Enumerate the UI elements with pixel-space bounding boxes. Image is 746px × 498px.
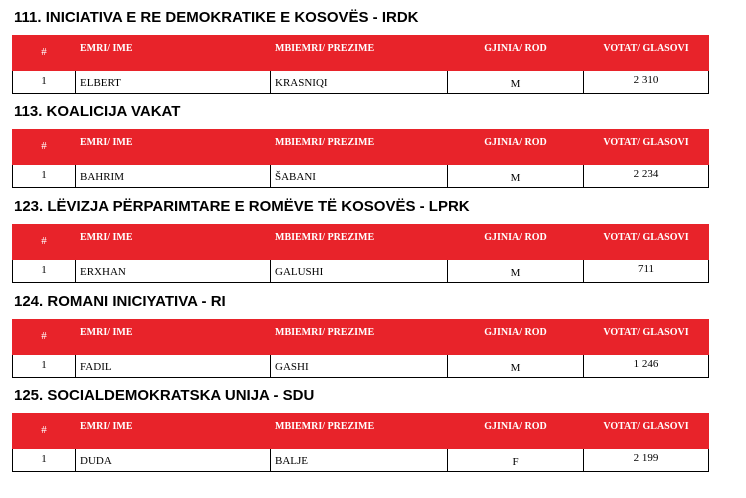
cell-gender: M — [448, 71, 584, 94]
column-header-votes: VOTAT/ GLASOVI — [584, 225, 709, 260]
column-header-votes: VOTAT/ GLASOVI — [584, 320, 709, 355]
column-header-index: # — [13, 130, 76, 165]
cell-last-name: GALUSHI — [271, 260, 448, 283]
party-title: 123. LËVIZJA PËRPARIMTARE E ROMËVE TË KOSOVËS - LPRK — [14, 198, 470, 215]
cell-index: 1 — [13, 355, 76, 378]
results-table — [12, 224, 709, 283]
cell-last-name: KRASNIQI — [271, 71, 448, 94]
column-header-last-name: MBIEMRI/ PREZIME — [271, 130, 448, 165]
column-header-gender: GJINIA/ ROD — [448, 130, 584, 165]
cell-index: 1 — [13, 165, 76, 188]
cell-gender: F — [448, 449, 584, 472]
party-title: 113. KOALICIJA VAKAT — [14, 103, 181, 120]
cell-first-name: ELBERT — [76, 71, 271, 94]
cell-first-name: ERXHAN — [76, 260, 271, 283]
column-header-last-name: MBIEMRI/ PREZIME — [271, 225, 448, 260]
column-header-votes: VOTAT/ GLASOVI — [584, 36, 709, 71]
table-row — [13, 165, 709, 188]
column-header-index: # — [13, 225, 76, 260]
party-title: 111. INICIATIVA E RE DEMOKRATIKE E KOSOVËS - IRDK — [14, 9, 419, 26]
table-row — [13, 355, 709, 378]
column-header-gender: GJINIA/ ROD — [448, 320, 584, 355]
cell-gender: M — [448, 165, 584, 188]
cell-gender: M — [448, 260, 584, 283]
column-header-index: # — [13, 36, 76, 71]
cell-votes: 2 310 — [584, 71, 709, 94]
column-header-first-name: EMRI/ IME — [76, 320, 271, 355]
column-header-gender: GJINIA/ ROD — [448, 414, 584, 449]
column-header-votes: VOTAT/ GLASOVI — [584, 130, 709, 165]
cell-votes: 711 — [584, 260, 709, 283]
results-table — [12, 129, 709, 188]
column-header-gender: GJINIA/ ROD — [448, 225, 584, 260]
column-header-first-name: EMRI/ IME — [76, 36, 271, 71]
column-header-last-name: MBIEMRI/ PREZIME — [271, 320, 448, 355]
party-title: 125. SOCIALDEMOKRATSKA UNIJA - SDU — [14, 387, 315, 404]
party-title: 124. ROMANI INICIYATIVA - RI — [14, 293, 226, 310]
column-header-index: # — [13, 414, 76, 449]
cell-first-name: DUDA — [76, 449, 271, 472]
cell-last-name: ŠABANI — [271, 165, 448, 188]
column-header-first-name: EMRI/ IME — [76, 130, 271, 165]
table-row — [13, 449, 709, 472]
cell-index: 1 — [13, 71, 76, 94]
table-header-row — [13, 130, 709, 165]
table-header-row — [13, 225, 709, 260]
column-header-votes: VOTAT/ GLASOVI — [584, 414, 709, 449]
cell-last-name: GASHI — [271, 355, 448, 378]
cell-first-name: FADIL — [76, 355, 271, 378]
results-table — [12, 319, 709, 378]
cell-index: 1 — [13, 260, 76, 283]
results-table — [12, 413, 709, 472]
cell-votes: 2 199 — [584, 449, 709, 472]
results-table — [12, 35, 709, 94]
cell-gender: M — [448, 355, 584, 378]
column-header-last-name: MBIEMRI/ PREZIME — [271, 36, 448, 71]
column-header-index: # — [13, 320, 76, 355]
cell-votes: 1 246 — [584, 355, 709, 378]
column-header-last-name: MBIEMRI/ PREZIME — [271, 414, 448, 449]
column-header-gender: GJINIA/ ROD — [448, 36, 584, 71]
cell-first-name: BAHRIM — [76, 165, 271, 188]
table-header-row — [13, 36, 709, 71]
table-row — [13, 71, 709, 94]
cell-index: 1 — [13, 449, 76, 472]
column-header-first-name: EMRI/ IME — [76, 225, 271, 260]
cell-votes: 2 234 — [584, 165, 709, 188]
table-header-row — [13, 320, 709, 355]
cell-last-name: BALJE — [271, 449, 448, 472]
table-row — [13, 260, 709, 283]
column-header-first-name: EMRI/ IME — [76, 414, 271, 449]
table-header-row — [13, 414, 709, 449]
